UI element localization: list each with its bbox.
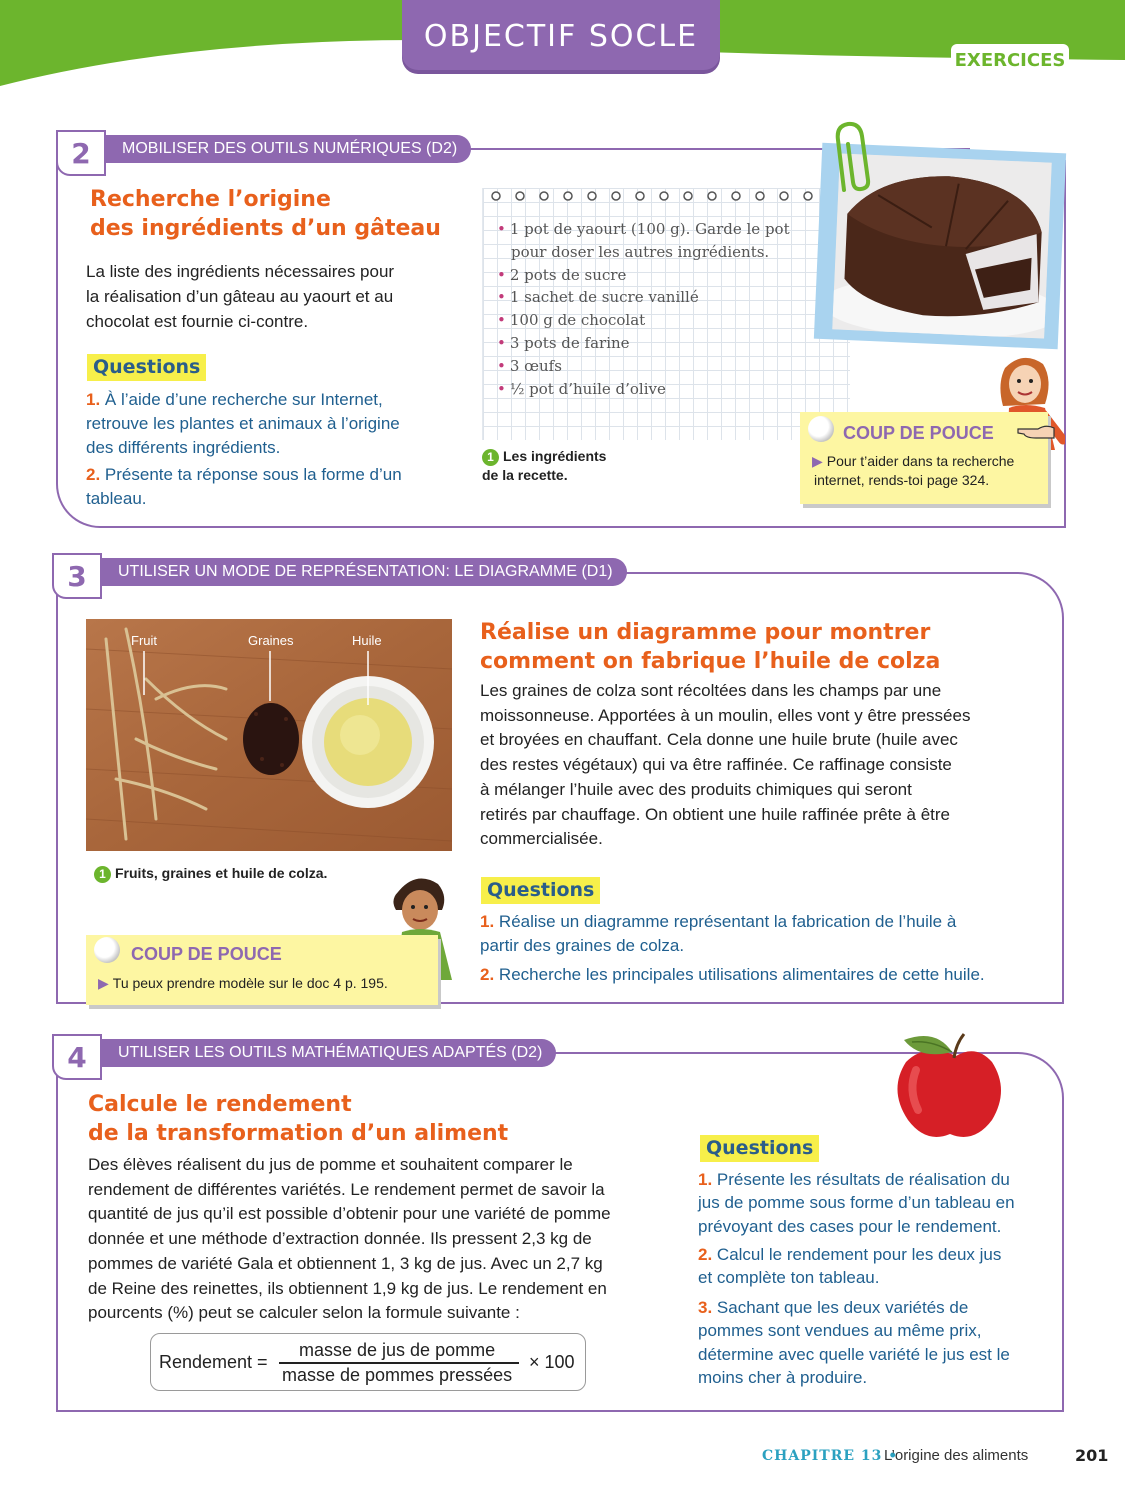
exercise-4-skill-label: UTILISER LES OUTILS MATHÉMATIQUES ADAPTÉS (D2) (102, 1039, 556, 1067)
list-item: • 3 œufs (497, 356, 562, 375)
ingredients-caption: 1 Les ingrédients de la recette. (482, 448, 607, 483)
list-item: • ½ pot d’huile d’olive (497, 379, 666, 398)
exercise-3-number: 3 (52, 553, 102, 599)
exercise-3-title: Réalise un diagramme pour montrer comment on fabrique l’huile de colza (480, 620, 941, 674)
pointing-hand-icon (1016, 420, 1056, 442)
exercise-4-question-3: 3. Sachant que les deux variétés de pommes sont vendues au même prix, détermine avec quelle variété le jus est le moins cher à produire. (698, 1298, 1010, 1387)
coup-de-pouce-title-ex3: COUP DE POUCE (131, 944, 282, 964)
fraction-bar (279, 1362, 519, 1364)
exercise-2-number: 2 (56, 130, 106, 176)
ingredients-list (497, 218, 827, 400)
list-item: • 1 pot de yaourt (100 g). Garde le pot (497, 220, 790, 238)
exercise-4-text: Des élèves réalisent du jus de pomme et souhaitent comparer le rendement de différentes variétés. Le rendement permet de savoir la quantité de jus qu’il est possible d’obtenir pour une variété de pomme donnée et une méthode d’extraction donnée. Ils pressent 2,3 kg de pommes de variété Gala et obtiennent 1, 3 kg de jus. Avec un 2,7 kg de Reine des reinettes, ils obtiennent 1,9 kg de jus. Le rendement en pourcents (%) peut se calculer selon la formule suivante : (88, 1155, 611, 1323)
apple-icon (886, 1020, 1016, 1146)
exercise-4-number: 4 (52, 1034, 102, 1080)
pushpin-icon (808, 416, 834, 442)
colza-caption: 1 Fruits, graines et huile de colza. (94, 864, 327, 883)
list-item: • 2 pots de sucre (497, 265, 627, 284)
exercise-3-text: Les graines de colza sont récoltées dans les champs par une moissonneuse. Apportées à un moulin, elles vont y être pressées et broyées en chauffant. Cela donne une huile brute (huile avec des restes végétaux) qui va être raffinée. Ce raffinage consiste à mélanger l’huile avec des produits chimiques qui seront retirés par chauffage. On obtient une huile raffinée prête à être commercialisée. (480, 681, 971, 849)
pushpin-icon (94, 937, 120, 963)
formula-lhs: Rendement = (159, 1352, 268, 1372)
exercise-4-title: Calcule le rendement de la transformation d’un aliment (88, 1092, 509, 1146)
exercise-3-question-1: 1. Réalise un diagramme représentant la fabrication de l’huile à partir des graines de colza. (480, 912, 957, 955)
exercise-2-intro: La liste des ingrédients nécessaires pour la réalisation d’un gâteau au yaourt et au chocolat est fournie ci-contre. (86, 262, 395, 331)
colza-photo (86, 619, 452, 851)
objectif-socle-banner: OBJECTIF SOCLE (402, 0, 720, 70)
formula-numerator: masse de jus de pomme (299, 1340, 496, 1360)
exercise-2-skill-label: MOBILISER DES OUTILS NUMÉRIQUES (D2) (106, 135, 471, 163)
exercise-3-questions-label: Questions (481, 877, 600, 904)
coup-de-pouce-text-ex2: ▶ Pour t’aider dans ta recherche internet, rends-toi page 324. (812, 453, 1015, 488)
exercise-3-question-2: 2. Recherche les principales utilisations alimentaires de cette huile. (480, 965, 985, 984)
exercise-4-question-1: 1. Présente les résultats de réalisation du jus de pomme sous forme d’un tableau en prévoyant des cases pour le rendement. (698, 1170, 1015, 1236)
formula-factor: × 100 (529, 1352, 575, 1372)
list-item: • 3 pots de farine (497, 333, 630, 352)
list-item: pour doser les autres ingrédients. (511, 242, 770, 261)
paperclip-icon (830, 120, 876, 194)
exercise-3-skill-label: UTILISER UN MODE DE REPRÉSENTATION: LE DIAGRAMME (D1) (102, 558, 627, 586)
footer-chapter: CHAPITRE 13 • (762, 1448, 899, 1464)
exercise-4-question-2: 2. Calcul le rendement pour les deux jus et complète ton tableau. (698, 1245, 1002, 1288)
footer-subject: L’origine des aliments (884, 1447, 1029, 1464)
photo-label-fruit: Fruit (131, 633, 157, 648)
formula-denominator: masse de pommes pressées (282, 1365, 513, 1385)
photo-label-graines: Graines (248, 633, 294, 648)
notepad-rings (482, 188, 842, 204)
exercise-4-questions-label: Questions (700, 1135, 819, 1162)
photo-label-huile: Huile (352, 633, 382, 648)
page-number: 201 (1075, 1446, 1109, 1465)
exercise-2-questions-label: Questions (87, 354, 206, 381)
exercise-2-question-1: 1. À l’aide d’une recherche sur Internet, retrouve les plantes et animaux à l’origine des différents ingrédients. (86, 390, 400, 457)
coup-de-pouce-title-ex2: COUP DE POUCE (843, 423, 994, 443)
exercise-2-question-2: 2. Présente ta réponse sous la forme d’un tableau. (86, 465, 402, 508)
list-item: • 1 sachet de sucre vanillé (497, 288, 699, 307)
exercices-tab[interactable]: EXERCICES (951, 44, 1069, 76)
rendement-formula (150, 1333, 586, 1391)
coup-de-pouce-text-ex3: ▶ Tu peux prendre modèle sur le doc 4 p. 195. (98, 975, 388, 991)
exercise-2-title: Recherche l’origine des ingrédients d’un gâteau (90, 187, 441, 241)
list-item: • 100 g de chocolat (497, 311, 646, 330)
